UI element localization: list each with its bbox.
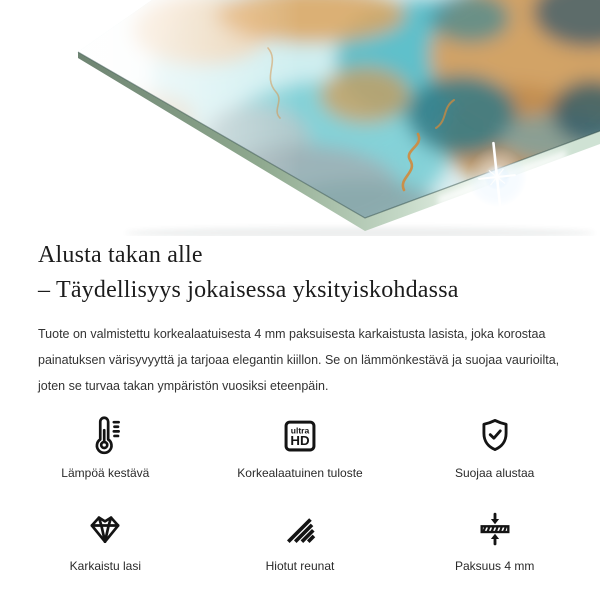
feature-thickness	[397, 506, 592, 573]
thermometer-icon	[86, 413, 124, 455]
panel-shadow	[125, 227, 595, 236]
polished-edges-icon	[281, 506, 319, 548]
feature-label: Karkaistu lasi	[69, 559, 142, 573]
feature-label: Paksuus 4 mm	[454, 559, 535, 573]
ultra-hd-icon-text-top: ultra	[290, 425, 310, 436]
feature-grid	[0, 413, 600, 573]
feature-label: Hiotut reunat	[265, 559, 335, 573]
feature-tempered-glass	[8, 506, 203, 573]
feature-label: Korkealaatuinen tuloste	[237, 466, 363, 480]
thickness-icon	[476, 506, 514, 548]
diamond-icon	[85, 506, 125, 548]
feature-polished-edges	[203, 506, 398, 573]
product-image	[0, 0, 600, 236]
product-description: Tuote on valmistettu korkealaatuisesta 4 mm paksuisesta karkaistusta lasista, joka korostaa painatuksen värisyvyyttä ja tarjoaa elegantin kiillon. Se on lämmönkestävä ja suojaa vaurioilta, joten se turvaa takan ympäristön vuosiksi eteenpäin.	[38, 327, 560, 393]
ultra-hd-icon	[281, 413, 319, 455]
feature-high-quality-print	[203, 413, 398, 480]
feature-protects-surface	[397, 413, 592, 480]
ultra-hd-icon-text-bottom: HD	[290, 432, 310, 448]
shield-check-icon	[476, 413, 514, 455]
page-title	[38, 238, 570, 308]
feature-label: Lämpöä kestävä	[61, 466, 150, 480]
page-title-line1: Alusta takan alle	[38, 242, 203, 268]
feature-heat-resistant	[8, 413, 203, 480]
page-title-line2: – Täydellisyys jokaisessa yksityiskohdassa	[38, 277, 459, 303]
feature-label: Suojaa alustaa	[454, 466, 535, 480]
